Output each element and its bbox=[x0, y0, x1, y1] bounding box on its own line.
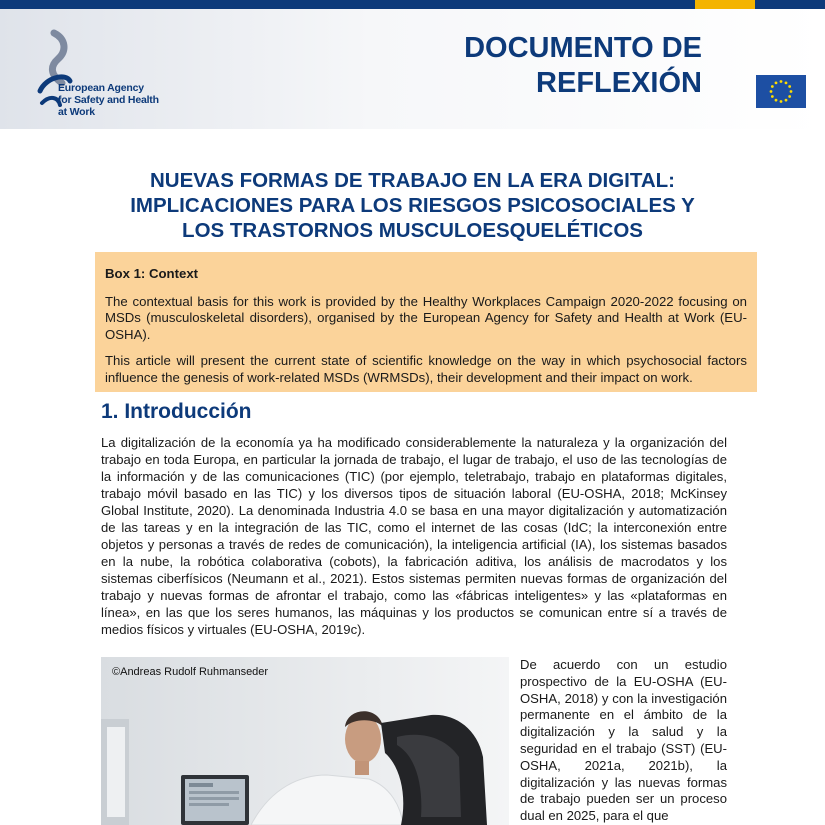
eu-flag-star-icon bbox=[775, 99, 778, 102]
photo-illustration bbox=[101, 657, 509, 825]
article-title-line: IMPLICACIONES PARA LOS RIESGOS PSICOSOCIALES Y bbox=[130, 194, 695, 217]
eu-flag-star-icon bbox=[788, 85, 791, 88]
office-worker-photo bbox=[101, 657, 509, 825]
document-header bbox=[0, 9, 825, 129]
document-type-line: DOCUMENTO DE bbox=[464, 32, 702, 64]
agency-logo bbox=[36, 29, 186, 121]
top-accent-stripe bbox=[695, 0, 755, 9]
document-type-title bbox=[464, 31, 702, 101]
eu-flag-star-icon bbox=[780, 80, 783, 83]
eu-flag-star-icon bbox=[771, 95, 774, 98]
context-box-title: Box 1: Context bbox=[105, 266, 199, 281]
context-box-paragraph: This article will present the current state of scientific knowledge on the way in which psychosocial factors influence the genesis of work-related MSDs (WRMSDs), their development and their impact on work. bbox=[105, 353, 747, 385]
eu-flag-star-icon bbox=[790, 90, 793, 93]
eu-flag-star-icon bbox=[785, 81, 788, 84]
agency-name-line: European Agency bbox=[58, 82, 144, 94]
eu-flag-star-icon bbox=[770, 90, 773, 93]
intro-paragraph: La digitalización de la economía ya ha modificado considerablemente la naturaleza y la organización del trabajo en toda Europa, en particular la jornada de trabajo, el lugar de trabajo, el uso de las tecnologías de la información y de las comunicaciones (TIC) (por ejemplo, teletrabajo, trabajo en plataformas digitales, trabajo móvil basado en las TIC) y los diversos tipos de situación laboral (EU-OSHA, 2018; McKinsey Global Institute, 2020). La denominada Industria 4.0 se basa en una mayor digitalización y automatización de las tareas y en la integración de las TIC, como el internet de las cosas (IdC; la interconexión entre objetos y personas a través de redes de comunicación), la inteligencia artificial (IA), los sistemas basados en la nube, la robótica colaborativa (cobots), la fabricación aditiva, los análisis de macrodatos y los sistemas ciberfísicos (Neumann et al., 2021). Estos sistemas permiten nuevas formas de organización del trabajo y nuevas formas de afrontar el trabajo, como las «fábricas inteligentes» y las «plataformas en línea», en las que los seres humanos, las máquinas y los productos se comunican entre sí a través de medios físicos y virtuales (EU-OSHA, 2019c). bbox=[101, 435, 727, 637]
eu-flag-star-icon bbox=[771, 85, 774, 88]
article-title-line: LOS TRASTORNOS MUSCULOESQUELÉTICOS bbox=[182, 219, 643, 242]
section-heading: 1. Introducción bbox=[101, 400, 252, 423]
eu-flag-star-icon bbox=[788, 95, 791, 98]
eu-flag-star-icon bbox=[785, 99, 788, 102]
agency-name-line: for Safety and Health bbox=[58, 94, 159, 106]
article-title-line: NUEVAS FORMAS DE TRABAJO EN LA ERA DIGITAL: bbox=[149, 169, 676, 192]
document-type-line: REFLEXIÓN bbox=[536, 67, 702, 99]
photo-credit: ©Andreas Rudolf Ruhmanseder bbox=[112, 666, 269, 678]
side-paragraph: De acuerdo con un estudio prospectivo de la EU-OSHA (EU-OSHA, 2018) y con la investigación permanente en el ámbito de la digitalización y la salud y la seguridad en el trabajo (SST) (EU-OSHA, 2021a, 2021b), la digitalización y las nuevas formas de trabajo pueden ser un proceso dual en 2025, para el que bbox=[520, 657, 727, 824]
top-brand-bar bbox=[0, 0, 825, 9]
agency-name-line: at Work bbox=[58, 106, 95, 118]
context-box bbox=[95, 252, 757, 392]
eu-flag-icon bbox=[756, 75, 806, 108]
context-box-paragraph: The contextual basis for this work is provided by the Healthy Workplaces Campaign 2020-2022 focusing on MSDs (musculoskeletal disorders), organised by the European Agency for Safety and Health at Work (EU-OSHA). bbox=[105, 293, 747, 342]
agency-name bbox=[58, 82, 159, 118]
eu-flag-star-icon bbox=[775, 81, 778, 84]
eu-flag-star-icon bbox=[780, 100, 783, 103]
article-title bbox=[95, 168, 730, 243]
